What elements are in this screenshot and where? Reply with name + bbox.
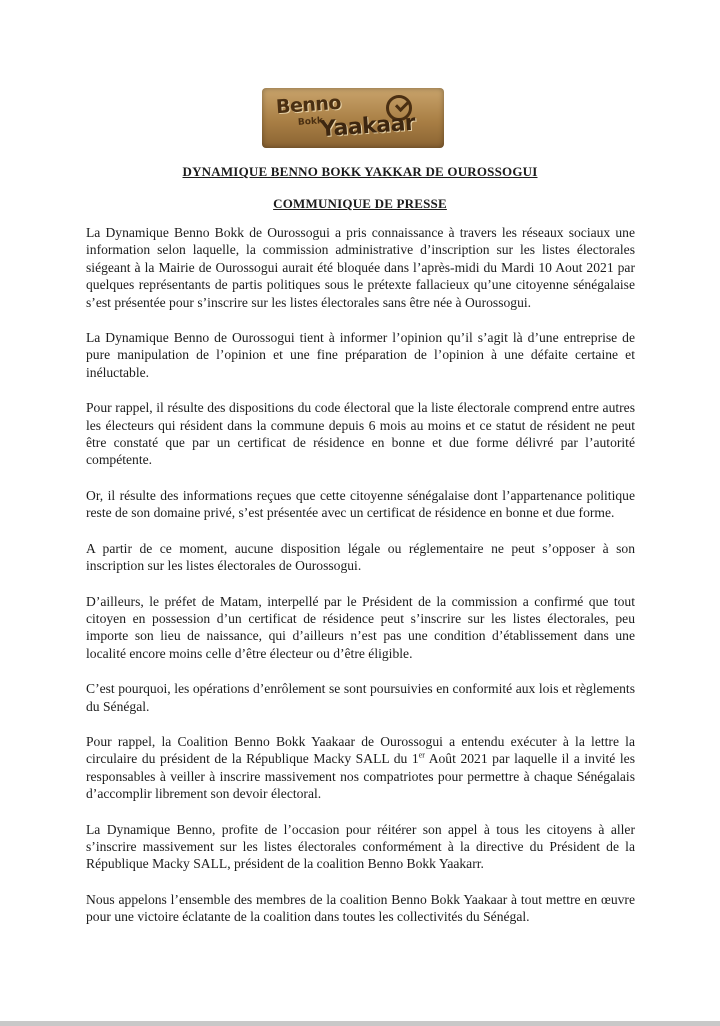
logo-text-bokk: Bokk xyxy=(297,116,324,128)
bottom-edge-bar xyxy=(0,1021,720,1026)
paragraph-5: A partir de ce moment, aucune disposition légale ou réglementaire ne peut s’opposer à son inscription sur les listes électorales de Ourossogui. xyxy=(86,540,635,574)
press-release-body xyxy=(86,224,635,944)
paragraph-2: La Dynamique Benno de Ourossogui tient à informer l’opinion qu’il s’agit là d’une entreprise de pure manipulation de l’opinion et une fine préparation de l’opinion à une défaite certaine et inéluctable. xyxy=(86,330,635,380)
paragraph-3: Pour rappel, il résulte des dispositions du code électoral que la liste électorale comprend entre autres les électeurs qui résident dans la commune depuis 6 mois au moins et ce statut de résident ne peut être constaté que par un certificat de résidence en bonne et due forme délivré par l’autorité compétente. xyxy=(86,400,635,468)
benno-bokk-yaakaar-logo xyxy=(262,88,444,148)
paragraph-8-superscript: er xyxy=(418,750,425,760)
paragraph-4: Or, il résulte des informations reçues que cette citoyenne sénégalaise dont l’appartenance politique reste de son domaine privé, s’est présentée avec un certificat de résidence en bonne et due forme. xyxy=(86,487,635,521)
paragraph-6: D’ailleurs, le préfet de Matam, interpellé par le Président de la commission a confirmé que tout citoyen en possession d’un certificat de résidence peut s’inscrire sur les listes électorales, peu importe son lieu de naissance, qui d’ailleurs n’est pas une condition d’établissement dans une localité encore moins celle d’être électeur ou d’être éligible. xyxy=(86,593,635,661)
paragraph-9: La Dynamique Benno, profite de l’occasion pour réitérer son appel à tous les citoyens à aller s’inscrire massivement sur les listes électorales conformément à la directive du Président de la République Macky SALL, président de la coalition Benno Bokk Yaakarr. xyxy=(86,821,635,872)
paragraph-7: C’est pourquoi, les opérations d’enrôlement se sont poursuivies en conformité aux lois et règlements du Sénégal. xyxy=(86,681,635,714)
logo-text-yaakaar: Yaakaar xyxy=(319,110,417,143)
paragraph-8-start: Pour rappel, la Coalition Benno Bokk Yaakaar de Ourossogui a entendu exécuter à la lettre la circulaire du président de la République Macky SALL du 1 xyxy=(86,733,635,767)
paragraph-10: Nous appelons l’ensemble des membres de la coalition Benno Bokk Yaakaar à tout mettre en œuvre pour une victoire éclatante de la coalition dans toutes les collectivités du Sénégal. xyxy=(86,891,635,925)
document-title: DYNAMIQUE BENNO BOKK YAKKAR DE OUROSSOGUI xyxy=(182,164,538,179)
paragraph-8-end: Août 2021 par laquelle il a invité les responsables à veiller à inscrire massivement nos compatriotes pour permettre à chaque Sénégalais d’accomplir librement son devoir électoral. xyxy=(86,751,635,802)
paragraph-8 xyxy=(86,733,635,803)
document-subtitle: COMMUNIQUE DE PRESSE xyxy=(273,196,447,211)
paragraph-1: La Dynamique Benno Bokk de Ourossogui a pris connaissance à travers les réseaux sociaux une information selon laquelle, la commission administrative d’inscription sur les listes électorales siégeant à la Mairie de Ourossogui aurait été bloquée dans l’après-midi du Mardi 10 Aout 2021 par quelques représentants de partis politiques sous le prétexte fallacieux qu’une citoyenne sénégalaise s’est présentée pour s’inscrire sur les listes électorales sans être née à Ourossogui. xyxy=(86,225,635,310)
logo-text-benno: Benno xyxy=(275,91,342,119)
